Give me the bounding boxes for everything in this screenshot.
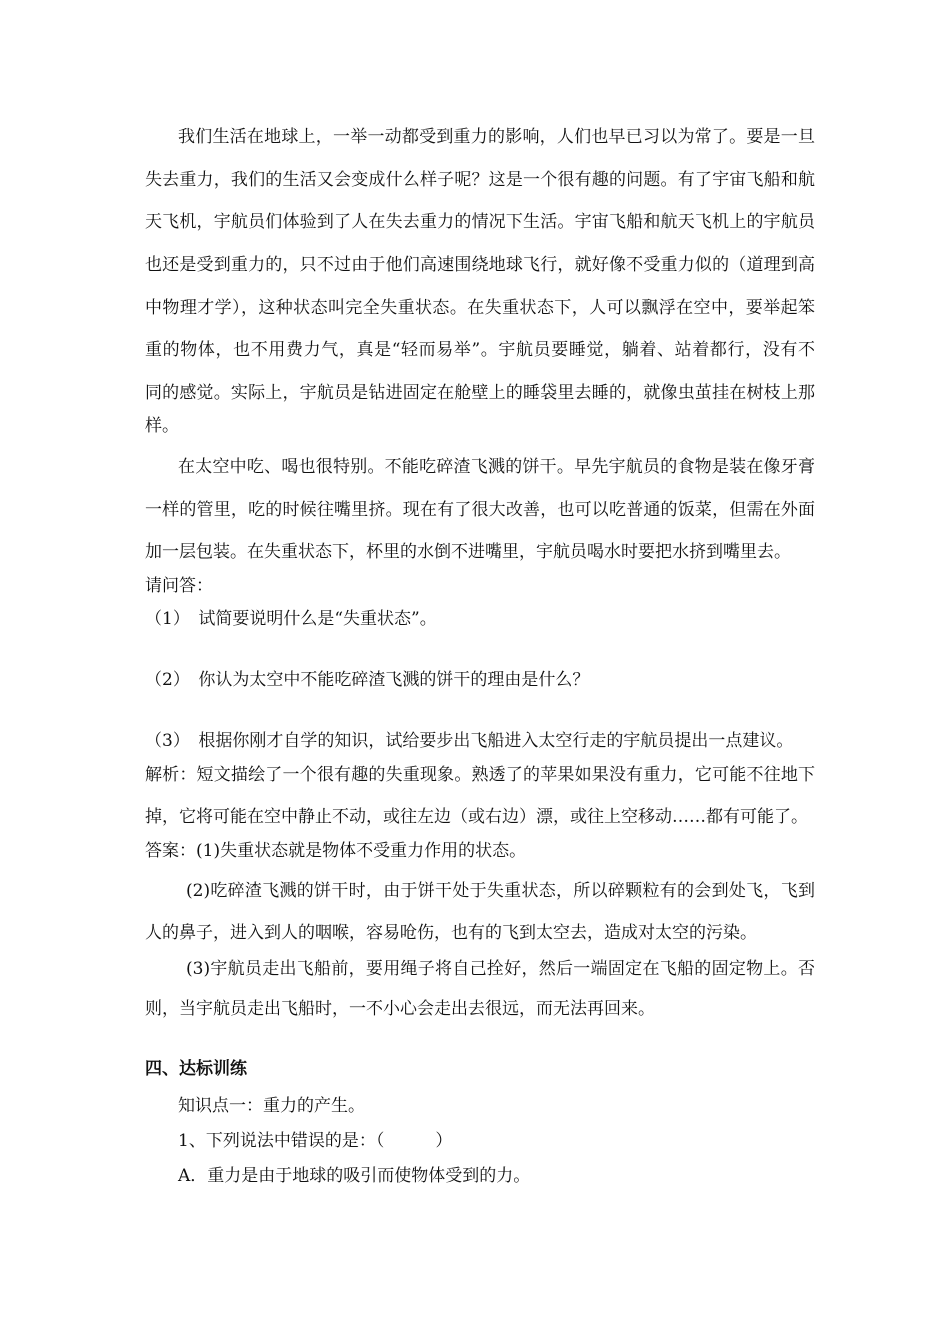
answer-2-line-1: (2)吃碎渣飞溅的饼干时，由于饼干处于失重状态，所以碎颗粒有的会到处飞，飞到	[186, 881, 815, 901]
question-2: （2） 你认为太空中不能吃碎渣飞溅的饼干的理由是什么？	[145, 670, 590, 690]
questions-prompt: 请问答：	[145, 576, 213, 596]
analysis-line-1: 解析：短文描绘了一个很有趣的失重现象。熟透了的苹果如果没有重力，它可能不往地下	[145, 765, 815, 785]
passage-p2-line-1: 在太空中吃、喝也很特别。不能吃碎渣飞溅的饼干。早先宇航员的食物是装在像牙膏	[178, 457, 815, 477]
passage-p1-line-7: 同的感觉。实际上，宇航员是钻进固定在舱壁上的睡袋里去睡的，就像虫茧挂在树枝上那	[145, 383, 815, 403]
question-1: （1） 试简要说明什么是“失重状态”。	[145, 609, 437, 629]
exercise-1: 1、下列说法中错误的是：（ ）	[178, 1131, 453, 1151]
passage-p1-line-2: 失去重力，我们的生活又会变成什么样子呢？这是一个很有趣的问题。有了宇宙飞船和航	[145, 170, 815, 190]
passage-p1-line-8: 样。	[145, 416, 179, 436]
question-3: （3） 根据你刚才自学的知识，试给要步出飞船进入太空行走的宇航员提出一点建议。	[145, 731, 794, 751]
passage-p2-line-3: 加一层包装。在失重状态下，杯里的水倒不进嘴里，宇航员喝水时要把水挤到嘴里去。	[145, 542, 791, 562]
passage-p1-line-1: 我们生活在地球上，一举一动都受到重力的影响，人们也早已习以为常了。要是一旦	[178, 127, 815, 147]
answer-3-line-2: 则，当宇航员走出飞船时，一不小心会走出去很远，而无法再回来。	[145, 999, 655, 1019]
passage-p2-line-2: 一样的管里，吃的时候往嘴里挤。现在有了很大改善，也可以吃普通的饭菜，但需在外面	[145, 500, 815, 520]
exercise-1-option-a: A．重力是由于地球的吸引而使物体受到的力。	[178, 1166, 531, 1186]
passage-p1-line-5: 中物理才学），这种状态叫完全失重状态。在失重状态下，人可以飘浮在空中，要举起笨	[145, 298, 815, 318]
answer-2-line-2: 人的鼻子，进入到人的咽喉，容易呛伤，也有的飞到太空去，造成对太空的污染。	[145, 923, 757, 943]
passage-p1-line-6: 重的物体，也不用费力气，真是“轻而易举”。宇航员要睡觉，躺着、站着都行，没有不	[145, 340, 815, 360]
passage-p1-line-4: 也还是受到重力的，只不过由于他们高速围绕地球飞行，就好像不受重力似的（道理到高	[145, 255, 815, 275]
passage-p1-line-3: 天飞机，宇航员们体验到了人在失去重力的情况下生活。宇宙飞船和航天飞机上的宇航员	[145, 212, 815, 232]
knowledge-point: 知识点一：重力的产生。	[178, 1096, 365, 1116]
answer-1: 答案：(1)失重状态就是物体不受重力作用的状态。	[145, 841, 527, 861]
section-heading: 四、达标训练	[145, 1059, 247, 1079]
analysis-line-2: 掉，它将可能在空中静止不动，或往左边（或右边）漂，或往上空移动……都有可能了。	[145, 807, 808, 827]
answer-3-line-1: (3)宇航员走出飞船前，要用绳子将自己拴好，然后一端固定在飞船的固定物上。否	[186, 959, 815, 979]
